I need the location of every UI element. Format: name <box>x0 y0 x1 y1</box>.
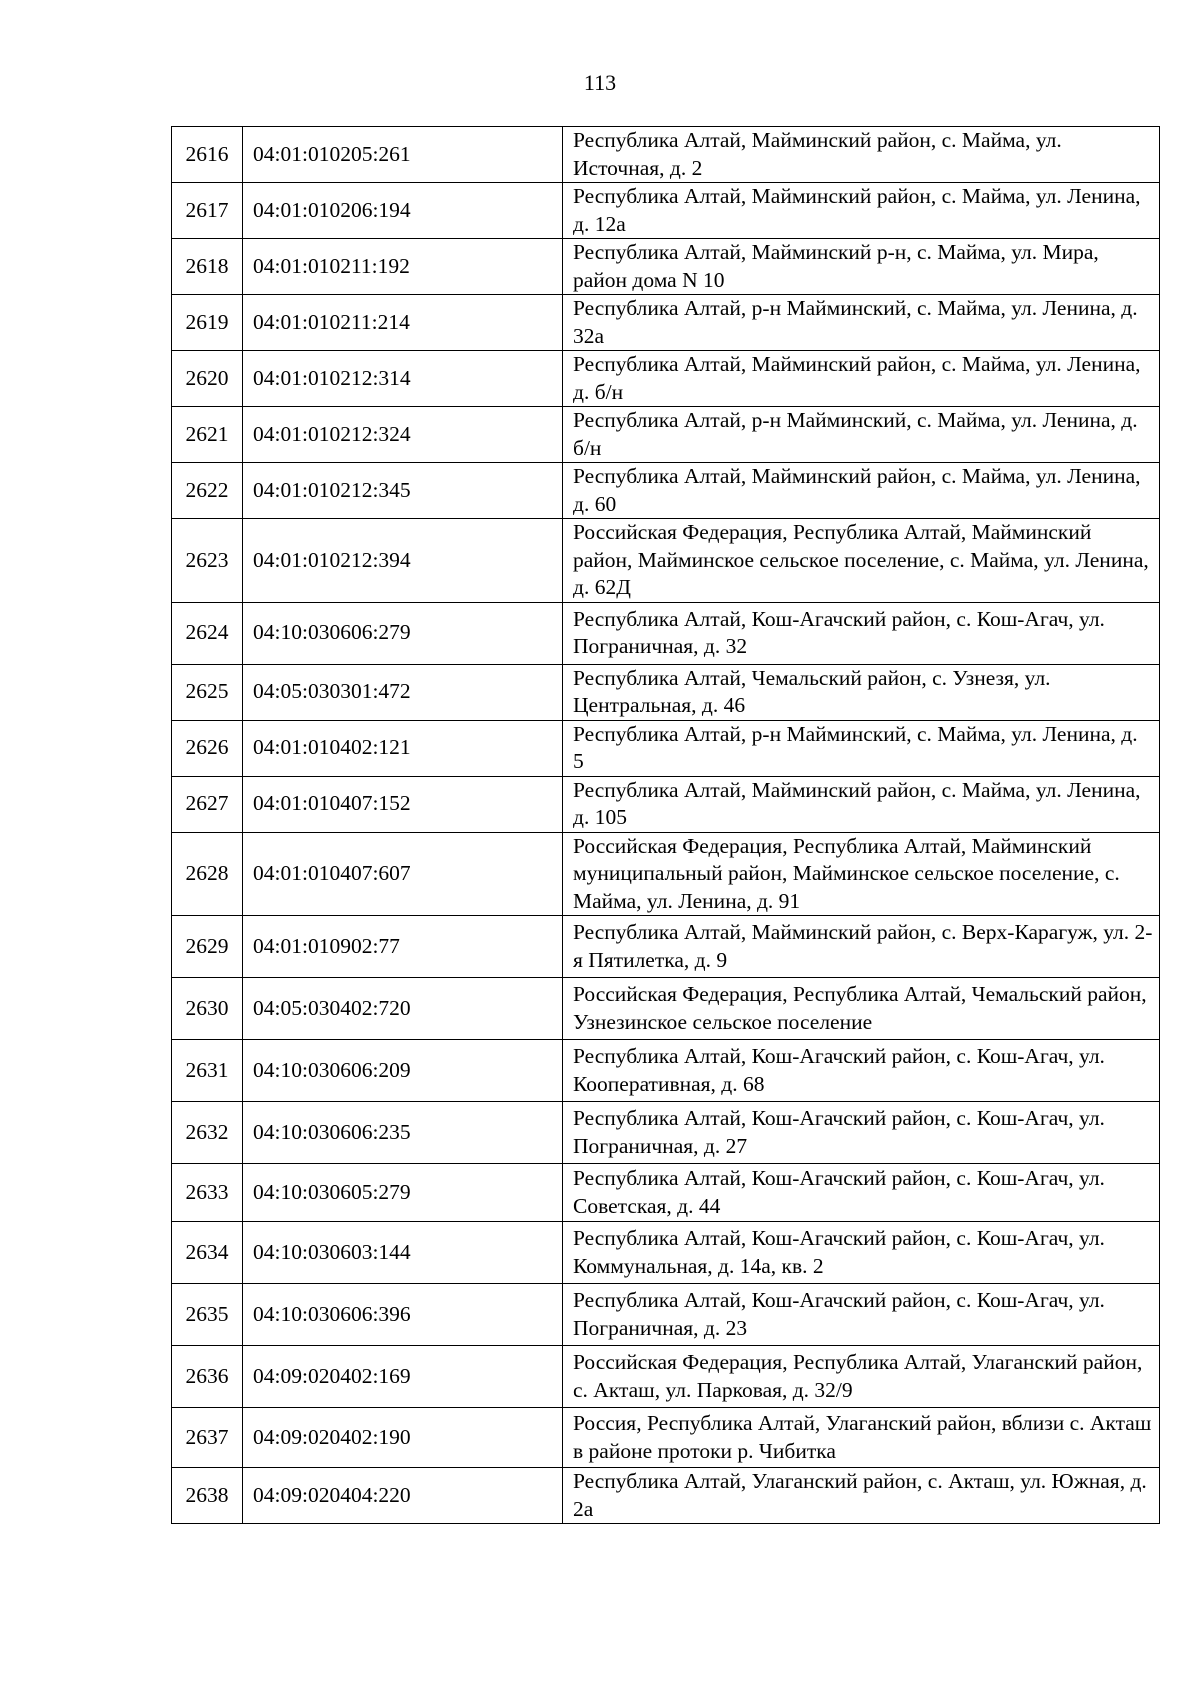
table-row <box>172 407 1160 463</box>
table-row <box>172 295 1160 351</box>
address: Республика Алтай, Майминский район, с. Майма, ул. Ленина, д. 105 <box>563 776 1160 832</box>
table-row <box>172 183 1160 239</box>
row-number: 2618 <box>172 239 243 295</box>
address: Республика Алтай, Кош-Агачский район, с. Кош-Агач, ул. Пограничная, д. 32 <box>563 602 1160 664</box>
row-number: 2628 <box>172 832 243 916</box>
cadastral-number: 04:09:020402:169 <box>243 1346 563 1408</box>
row-number: 2629 <box>172 916 243 978</box>
row-number: 2617 <box>172 183 243 239</box>
table-row <box>172 1468 1160 1524</box>
cadastral-number: 04:05:030402:720 <box>243 978 563 1040</box>
address: Российская Федерация, Республика Алтай, Майминский район, Майминское сельское поселение, с. Майма, ул. Ленина, д. 62Д <box>563 519 1160 603</box>
table-row <box>172 978 1160 1040</box>
table-row <box>172 1408 1160 1468</box>
address: Республика Алтай, Чемальский район, с. Узнезя, ул. Центральная, д. 46 <box>563 664 1160 720</box>
address: Республика Алтай, р-н Майминский, с. Майма, ул. Ленина, д. 32а <box>563 295 1160 351</box>
cadastral-number: 04:10:030606:279 <box>243 602 563 664</box>
row-number: 2622 <box>172 463 243 519</box>
address: Российская Федерация, Республика Алтай, Улаганский район, с. Акташ, ул. Парковая, д. 32/9 <box>563 1346 1160 1408</box>
cadastral-number: 04:10:030603:144 <box>243 1222 563 1284</box>
address: Республика Алтай, Кош-Агачский район, с. Кош-Агач, ул. Пограничная, д. 27 <box>563 1102 1160 1164</box>
cadastral-number: 04:01:010211:192 <box>243 239 563 295</box>
cadastral-number: 04:01:010212:314 <box>243 351 563 407</box>
row-number: 2632 <box>172 1102 243 1164</box>
cadastral-number: 04:01:010212:394 <box>243 519 563 603</box>
table-row <box>172 602 1160 664</box>
row-number: 2620 <box>172 351 243 407</box>
row-number: 2619 <box>172 295 243 351</box>
table-row <box>172 1164 1160 1222</box>
table-row <box>172 776 1160 832</box>
address: Республика Алтай, Кош-Агачский район, с. Кош-Агач, ул. Кооперативная, д. 68 <box>563 1040 1160 1102</box>
table-row <box>172 239 1160 295</box>
cadastral-number: 04:01:010212:345 <box>243 463 563 519</box>
table-row <box>172 1346 1160 1408</box>
address: Республика Алтай, р-н Майминский, с. Майма, ул. Ленина, д. б/н <box>563 407 1160 463</box>
table-row <box>172 832 1160 916</box>
address: Россия, Республика Алтай, Улаганский район, вблизи с. Акташ в районе протоки р. Чибитка <box>563 1408 1160 1468</box>
cadastral-number: 04:09:020404:220 <box>243 1468 563 1524</box>
address: Республика Алтай, Майминский район, с. Майма, ул. Ленина, д. б/н <box>563 351 1160 407</box>
row-number: 2638 <box>172 1468 243 1524</box>
row-number: 2616 <box>172 127 243 183</box>
row-number: 2637 <box>172 1408 243 1468</box>
row-number: 2636 <box>172 1346 243 1408</box>
cadastral-number: 04:01:010402:121 <box>243 720 563 776</box>
row-number: 2621 <box>172 407 243 463</box>
cadastral-number: 04:01:010206:194 <box>243 183 563 239</box>
address: Республика Алтай, Кош-Агачский район, с. Кош-Агач, ул. Советская, д. 44 <box>563 1164 1160 1222</box>
address: Республика Алтай, р-н Майминский, с. Майма, ул. Ленина, д. 5 <box>563 720 1160 776</box>
cadastral-number: 04:01:010205:261 <box>243 127 563 183</box>
address: Республика Алтай, Майминский район, с. Майма, ул. Ленина, д. 60 <box>563 463 1160 519</box>
property-registry-table <box>171 126 1160 1524</box>
table-row <box>172 1284 1160 1346</box>
address: Республика Алтай, Майминский район, с. Верх-Карагуж, ул. 2-я Пятилетка, д. 9 <box>563 916 1160 978</box>
cadastral-number: 04:10:030606:396 <box>243 1284 563 1346</box>
table-row <box>172 127 1160 183</box>
cadastral-number: 04:01:010902:77 <box>243 916 563 978</box>
cadastral-number: 04:10:030606:209 <box>243 1040 563 1102</box>
row-number: 2623 <box>172 519 243 603</box>
page-number: 113 <box>583 70 617 95</box>
address: Российская Федерация, Республика Алтай, Чемальский район, Узнезинское сельское поселение <box>563 978 1160 1040</box>
address: Республика Алтай, Кош-Агачский район, с. Кош-Агач, ул. Пограничная, д. 23 <box>563 1284 1160 1346</box>
row-number: 2631 <box>172 1040 243 1102</box>
address: Республика Алтай, Улаганский район, с. Акташ, ул. Южная, д. 2а <box>563 1468 1160 1524</box>
address: Республика Алтай, Майминский район, с. Майма, ул. Ленина, д. 12а <box>563 183 1160 239</box>
table-row <box>172 720 1160 776</box>
cadastral-number: 04:01:010212:324 <box>243 407 563 463</box>
address: Республика Алтай, Майминский р-н, с. Майма, ул. Мира, район дома N 10 <box>563 239 1160 295</box>
row-number: 2624 <box>172 602 243 664</box>
row-number: 2635 <box>172 1284 243 1346</box>
cadastral-number: 04:10:030606:235 <box>243 1102 563 1164</box>
cadastral-number: 04:01:010407:152 <box>243 776 563 832</box>
address: Республика Алтай, Майминский район, с. Майма, ул. Источная, д. 2 <box>563 127 1160 183</box>
cadastral-number: 04:09:020402:190 <box>243 1408 563 1468</box>
row-number: 2626 <box>172 720 243 776</box>
address: Российская Федерация, Республика Алтай, Майминский муниципальный район, Майминское сельское поселение, с. Майма, ул. Ленина, д. 91 <box>563 832 1160 916</box>
cadastral-number: 04:05:030301:472 <box>243 664 563 720</box>
table-row <box>172 916 1160 978</box>
row-number: 2627 <box>172 776 243 832</box>
row-number: 2633 <box>172 1164 243 1222</box>
cadastral-number: 04:10:030605:279 <box>243 1164 563 1222</box>
cadastral-number: 04:01:010211:214 <box>243 295 563 351</box>
address: Республика Алтай, Кош-Агачский район, с. Кош-Агач, ул. Коммунальная, д. 14а, кв. 2 <box>563 1222 1160 1284</box>
cadastral-number: 04:01:010407:607 <box>243 832 563 916</box>
table-row <box>172 664 1160 720</box>
table-row <box>172 351 1160 407</box>
table-row <box>172 463 1160 519</box>
table-row <box>172 519 1160 603</box>
table-row <box>172 1040 1160 1102</box>
row-number: 2634 <box>172 1222 243 1284</box>
row-number: 2625 <box>172 664 243 720</box>
row-number: 2630 <box>172 978 243 1040</box>
table-row <box>172 1222 1160 1284</box>
table-row <box>172 1102 1160 1164</box>
